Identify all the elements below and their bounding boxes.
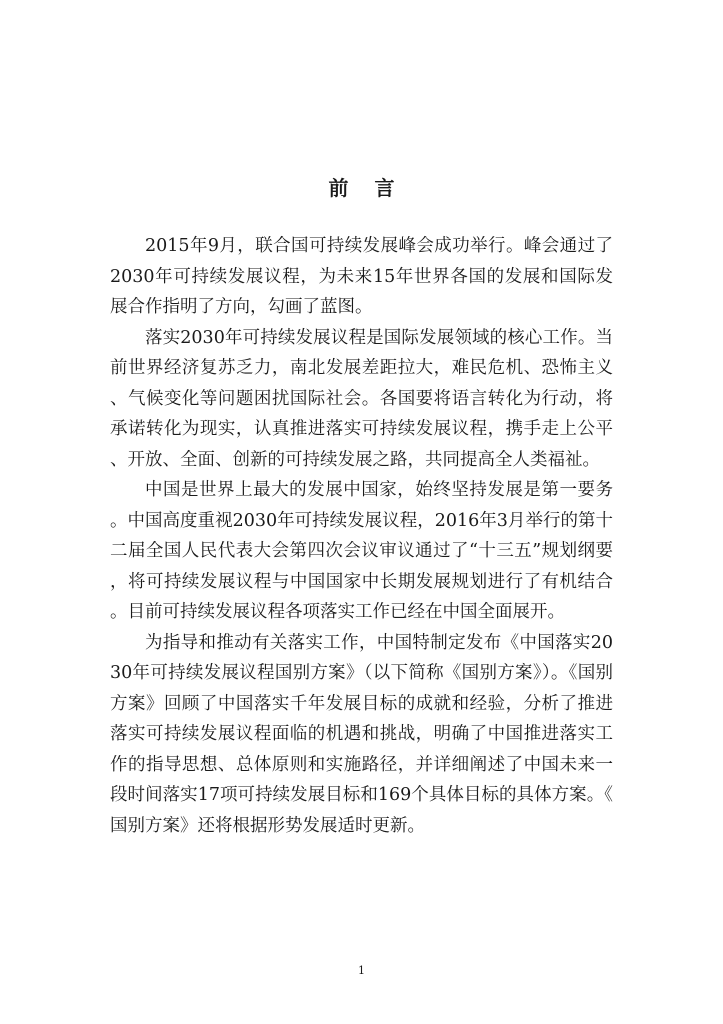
paragraph-1: 2015年9月，联合国可持续发展峰会成功举行。峰会通过了2030年可持续发展议程，为未来15年世界各国的发展和国际发展合作指明了方向，勾画了蓝图。	[110, 236, 613, 317]
page-number: 1	[358, 964, 365, 977]
body-text	[110, 231, 613, 841]
page-title: 前言	[328, 176, 421, 200]
paragraph-2: 落实2030年可持续发展议程是国际发展领域的核心工作。当前世界经济复苏乏力，南北发展差距拉大，难民危机、恐怖主义、气候变化等问题困扰国际社会。各国要将语言转化为行动，将承诺转化为现实，认真推进落实可持续发展议程，携手走上公平、开放、全面、创新的可持续发展之路，共同提高全人类福祉。	[110, 327, 613, 470]
paragraph-4: 为指导和推动有关落实工作，中国特制定发布《中国落实2030年可持续发展议程国别方案》（以下简称《国别方案》）。《国别方案》回顾了中国落实千年发展目标的成就和经验，分析了推进落实可持续发展议程面临的机遇和挑战，明确了中国推进落实工作的指导思想、总体原则和实施路径，并详细阐述了中国未来一段时间落实17项可持续发展目标和169个具体目标的具体方案。《国别方案》还将根据形势发展适时更新。	[110, 632, 613, 836]
paragraph-3: 中国是世界上最大的发展中国家，始终坚持发展是第一要务。中国高度重视2030年可持续发展议程，2016年3月举行的第十二届全国人民代表大会第四次会议审议通过了“十三五”规划纲要，将可持续发展议程与中国国家中长期发展规划进行了有机结合。目前可持续发展议程各项落实工作已经在中国全面展开。	[110, 480, 613, 622]
